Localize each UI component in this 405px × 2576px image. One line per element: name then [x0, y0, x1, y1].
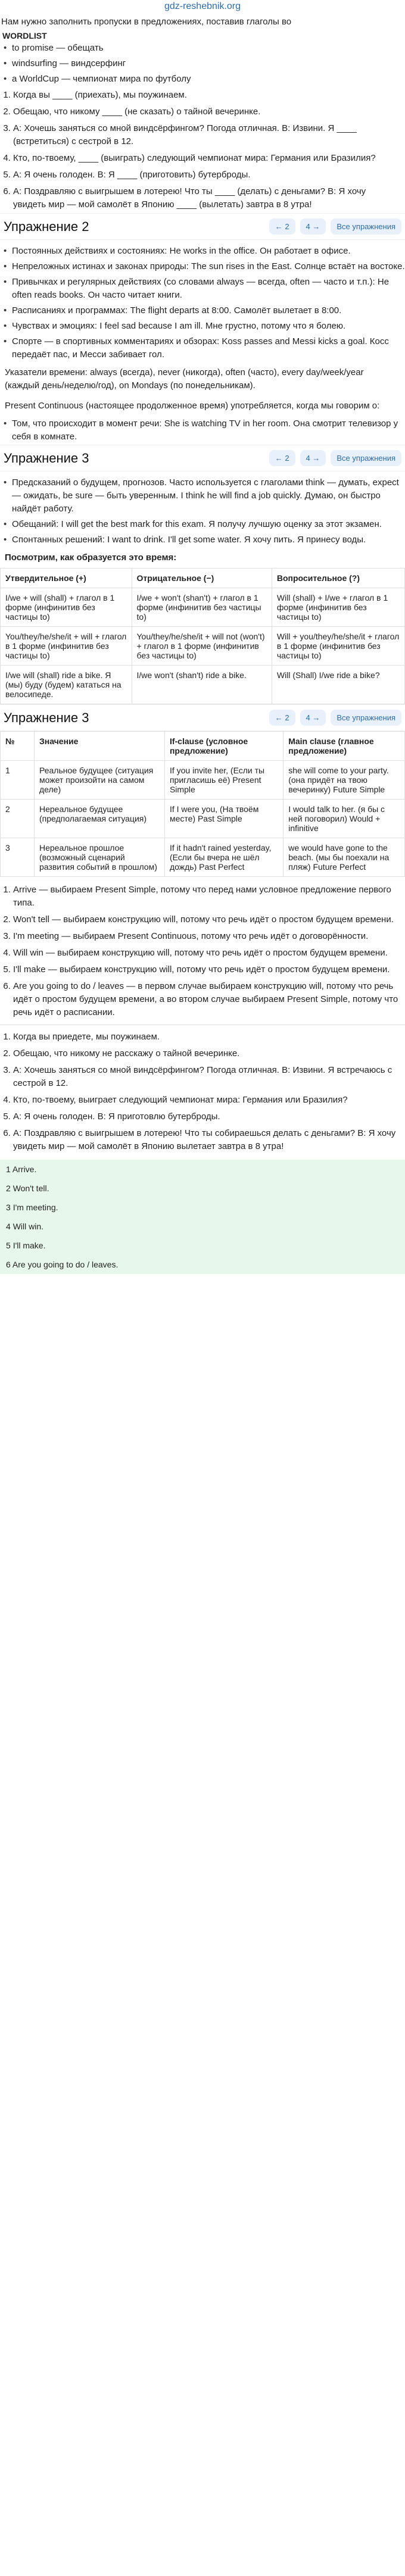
answer-row: 5 I'll make.: [6, 1241, 46, 1250]
next-button[interactable]: 4 →: [300, 218, 326, 235]
list-item: • windsurfing — виндсерфинг: [12, 56, 405, 71]
table-header: Утвердительное (+): [1, 569, 132, 588]
list-item: 6. А: Поздравляю с выигрышем в лотерею! Что ты собираешься делать с деньгами? В: Я хочу увидеть мир — мой самолёт в Японию вылетает завтра в 8 утра!: [13, 1125, 400, 1155]
list-item: • Расписаниях и программах: The flight departs at 8:00. Самолёт вылетает в 8:00.: [12, 303, 405, 319]
section-title: Упражнение 2: [4, 218, 89, 234]
section-controls: [269, 218, 401, 235]
list-item: 1. Arrive — выбираем Present Simple, потому что перед нами условное предложение первого типа.: [13, 882, 400, 911]
future-usage-list: [0, 475, 405, 548]
table-cell: I/we won't (shan't) ride a bike.: [132, 666, 272, 704]
next-button[interactable]: 4 →: [300, 450, 326, 466]
intro-text: Нам нужно заполнить пропуски в предложениях, поставив глаголы во: [1, 17, 292, 27]
list-item: 6. Are you going to do / leaves — в первом случае выбираем конструкцию will, потому что речь идёт о простом будущем времени, а во втором случае выбираем Present Simple, потому что речь идёт о расписании.: [13, 978, 400, 1021]
explanations-list: [0, 882, 405, 1021]
list-item: 1. Когда вы ____ (приехать), мы поужинаем.: [13, 87, 400, 104]
list-item: • Предсказаний о будущем, прогнозов. Часто используется с глаголами think — думать, expect — ожидать, be sure — быть уверенным. I think he will find a job quickly. Думаю, он быстро найдёт работу.: [12, 475, 405, 517]
answer-row: 3 I'm meeting.: [6, 1203, 58, 1212]
table-cell: I/we + won't (shan't) + глагол в 1 форме (инфинитив без частицы to): [132, 588, 272, 627]
section-controls: [269, 710, 401, 726]
page: [0, 0, 405, 1274]
table-row: [1, 588, 405, 627]
list-item: • Обещаний: I will get the best mark for this exam. Я получу лучшую оценку за этот экзамен.: [12, 517, 405, 532]
list-item: 5. А: Я очень голоден. В: Я ____ (приготовить) бутерброды.: [13, 167, 400, 183]
list-item: • Непреложных истинах и законах природы: The sun rises in the East. Солнце встаёт на востоке.: [12, 259, 405, 274]
list-item: • Спорте — в спортивных комментариях и обзорах: Koss passes and Messi kicks a goal. Косс передаёт пас, и Месси забивает гол.: [12, 334, 405, 363]
table-header: №: [1, 732, 35, 761]
section-header: [0, 445, 405, 472]
prev-button[interactable]: ← 2: [269, 218, 295, 235]
site-link[interactable]: gdz-reshebnik.org: [164, 1, 241, 11]
table-cell: 1: [1, 761, 35, 800]
list-item: 3. А: Хочешь заняться со мной виндсёрфингом? Погода отличная. В: Извини. Я встречаюсь с сестрой в 12.: [13, 1062, 400, 1092]
list-item: 6. А: Поздравляю с выигрышем в лотерею! Что ты ____ (делать) с деньгами? В: Я хочу увидеть мир — мой самолёт в Японию ____ (вылетать) завтра в 8 утра!: [13, 183, 400, 213]
list-item: 5. А: Я очень голоден. В: Я приготовлю бутерброды.: [13, 1109, 400, 1125]
answer: Will win.: [13, 1222, 44, 1231]
table-cell: I/we + will (shall) + глагол в 1 форме (инфинитив без частицы to): [1, 588, 132, 627]
wordlist: [0, 40, 405, 87]
answer: I'll make.: [13, 1241, 46, 1250]
list-item: • to promise — обещать: [12, 40, 405, 56]
section-title: Упражнение 3: [4, 450, 89, 466]
table-cell: 2: [1, 800, 35, 838]
table-header: Значение: [35, 732, 165, 761]
answers-block: [0, 1160, 405, 1274]
section-header: [0, 213, 405, 240]
answer-row: 4 Will win.: [6, 1222, 44, 1231]
table-cell: Will (Shall) I/we ride a bike?: [272, 666, 404, 704]
table-cell: Нереальное будущее (предполагаемая ситуация): [35, 800, 165, 838]
conditionals-table: [0, 731, 405, 877]
table-row: [1, 761, 405, 800]
exercise-list: [0, 87, 405, 213]
form-title: Посмотрим, как образуется это время:: [5, 552, 177, 563]
wordlist-label: WORDLIST: [2, 31, 47, 40]
answer: Arrive.: [12, 1164, 37, 1174]
list-item: 4. Кто, по-твоему, ____ (выиграть) следующий чемпионат мира: Германия или Бразилия?: [13, 150, 400, 167]
answer: I'm meeting.: [13, 1203, 58, 1212]
list-item: • Постоянных действиях и состояниях: He works in the office. Он работает в офисе.: [12, 243, 405, 259]
answer-row: 1 Arrive.: [6, 1164, 37, 1174]
prev-button[interactable]: ← 2: [269, 710, 295, 726]
usage-list: [0, 243, 405, 363]
table-cell: You/they/he/she/it + will not (won't) + глагол в 1 форме (инфинитив без частицы to): [132, 627, 272, 666]
all-exercises-button[interactable]: Все упражнения: [331, 218, 401, 235]
translations-list: [0, 1029, 405, 1155]
table-cell: I would talk to her. (я бы с ней поговорил) Would + infinitive: [284, 800, 405, 838]
table-header: Вопросительное (?): [272, 569, 404, 588]
list-item: • Чувствах и эмоциях: I feel sad because I am ill. Мне грустно, потому что я болею.: [12, 319, 405, 334]
answer-row: 2 Won't tell.: [6, 1184, 49, 1193]
list-item: • Привычках и регулярных действиях (со словами always — всегда, often — часто и т.п.): He often reads books. Он часто читает книги.: [12, 274, 405, 303]
table-header-row: [1, 569, 405, 588]
section-title: Упражнение 3: [4, 710, 89, 725]
list-item: 1. Когда вы приедете, мы поужинаем.: [13, 1029, 400, 1045]
list-item: 4. Кто, по-твоему, выиграет следующий чемпионат мира: Германия или Бразилия?: [13, 1092, 400, 1109]
table-header-row: [1, 732, 405, 761]
list-item: 2. Обещаю, что никому не расскажу о тайной вечеринке.: [13, 1045, 400, 1062]
answer: Are you going to do / leaves.: [12, 1260, 119, 1269]
table-cell: Will (shall) + I/we + глагол в 1 форме (инфинитив без частицы to): [272, 588, 404, 627]
table-cell: Will + you/they/he/she/it + глагол в 1 форме (инфинитив без частицы to): [272, 627, 404, 666]
table-cell: she will come to your party. (она придёт на твою вечеринку) Future Simple: [284, 761, 405, 800]
list-item: 4. Will win — выбираем конструкцию will, потому что речь идёт о простом будущем времени.: [13, 945, 400, 961]
table-row: [1, 627, 405, 666]
section-header: [0, 704, 405, 731]
continuous-intro: Present Continuous (настоящее продолженное время) употребляется, когда мы говорим о:: [5, 401, 380, 411]
table-row: [1, 800, 405, 838]
table-header: If-clause (условное предложение): [164, 732, 283, 761]
table-row: [1, 666, 405, 704]
table-cell: If I were you, (На твоём месте) Past Simple: [164, 800, 283, 838]
list-item: 2. Won't tell — выбираем конструкцию will, потому что речь идёт о простом будущем времени.: [13, 911, 400, 928]
list-item: 2. Обещаю, что никому ____ (не сказать) о тайной вечеринке.: [13, 104, 400, 120]
all-exercises-button[interactable]: Все упражнения: [331, 450, 401, 466]
all-exercises-button[interactable]: Все упражнения: [331, 710, 401, 726]
table-cell: 3: [1, 838, 35, 877]
table-cell: we would have gone to the beach. (мы бы поехали на пляж) Future Perfect: [284, 838, 405, 877]
list-item: • Спонтанных решений: I want to drink. I'll get some water. Я хочу пить. Я принесу воды.: [12, 532, 405, 548]
continuous-list: [0, 416, 405, 445]
prev-button[interactable]: ← 2: [269, 450, 295, 466]
table-cell: You/they/he/she/it + will + глагол в 1 форме (инфинитив без частицы to): [1, 627, 132, 666]
answer: Won't tell.: [13, 1184, 49, 1193]
table-cell: Нереальное прошлое (возможный сценарий развития событий в прошлом): [35, 838, 165, 877]
list-item: 3. I'm meeting — выбираем Present Continuous, потому что речь идёт о договорённости.: [13, 928, 400, 945]
table-header: Main clause (главное предложение): [284, 732, 405, 761]
list-item: • a WorldCup — чемпионат мира по футболу: [12, 71, 405, 87]
table-cell: I/we will (shall) ride a bike. Я (мы) буду (будем) кататься на велосипеде.: [1, 666, 132, 704]
list-item: 5. I'll make — выбираем конструкцию will, потому что речь идёт о простом будущем времени.: [13, 961, 400, 978]
table-cell: Реальное будущее (ситуация может произойти на самом деле): [35, 761, 165, 800]
list-item: 3. А: Хочешь заняться со мной виндсёрфингом? Погода отличная. В: Извини. Я ____ (встретиться) с сестрой в 12.: [13, 120, 400, 150]
time-markers: Указатели времени: always (всегда), never (никогда), often (часто), every day/week/year (каждый день/неделю/год), on Mondays (по понедельникам).: [5, 367, 364, 391]
table-header: Отрицательное (−): [132, 569, 272, 588]
answer-row: 6 Are you going to do / leaves.: [6, 1260, 119, 1269]
next-button[interactable]: 4 →: [300, 710, 326, 726]
table-cell: If it hadn't rained yesterday, (Если бы вчера не шёл дождь) Past Perfect: [164, 838, 283, 877]
section-controls: [269, 450, 401, 466]
table-cell: If you invite her, (Если ты пригласишь её) Present Simple: [164, 761, 283, 800]
list-item: • Том, что происходит в момент речи: She is watching TV in her room. Она смотрит телевизор у себя в комнате.: [12, 416, 405, 445]
form-table: [0, 568, 405, 704]
table-row: [1, 838, 405, 877]
